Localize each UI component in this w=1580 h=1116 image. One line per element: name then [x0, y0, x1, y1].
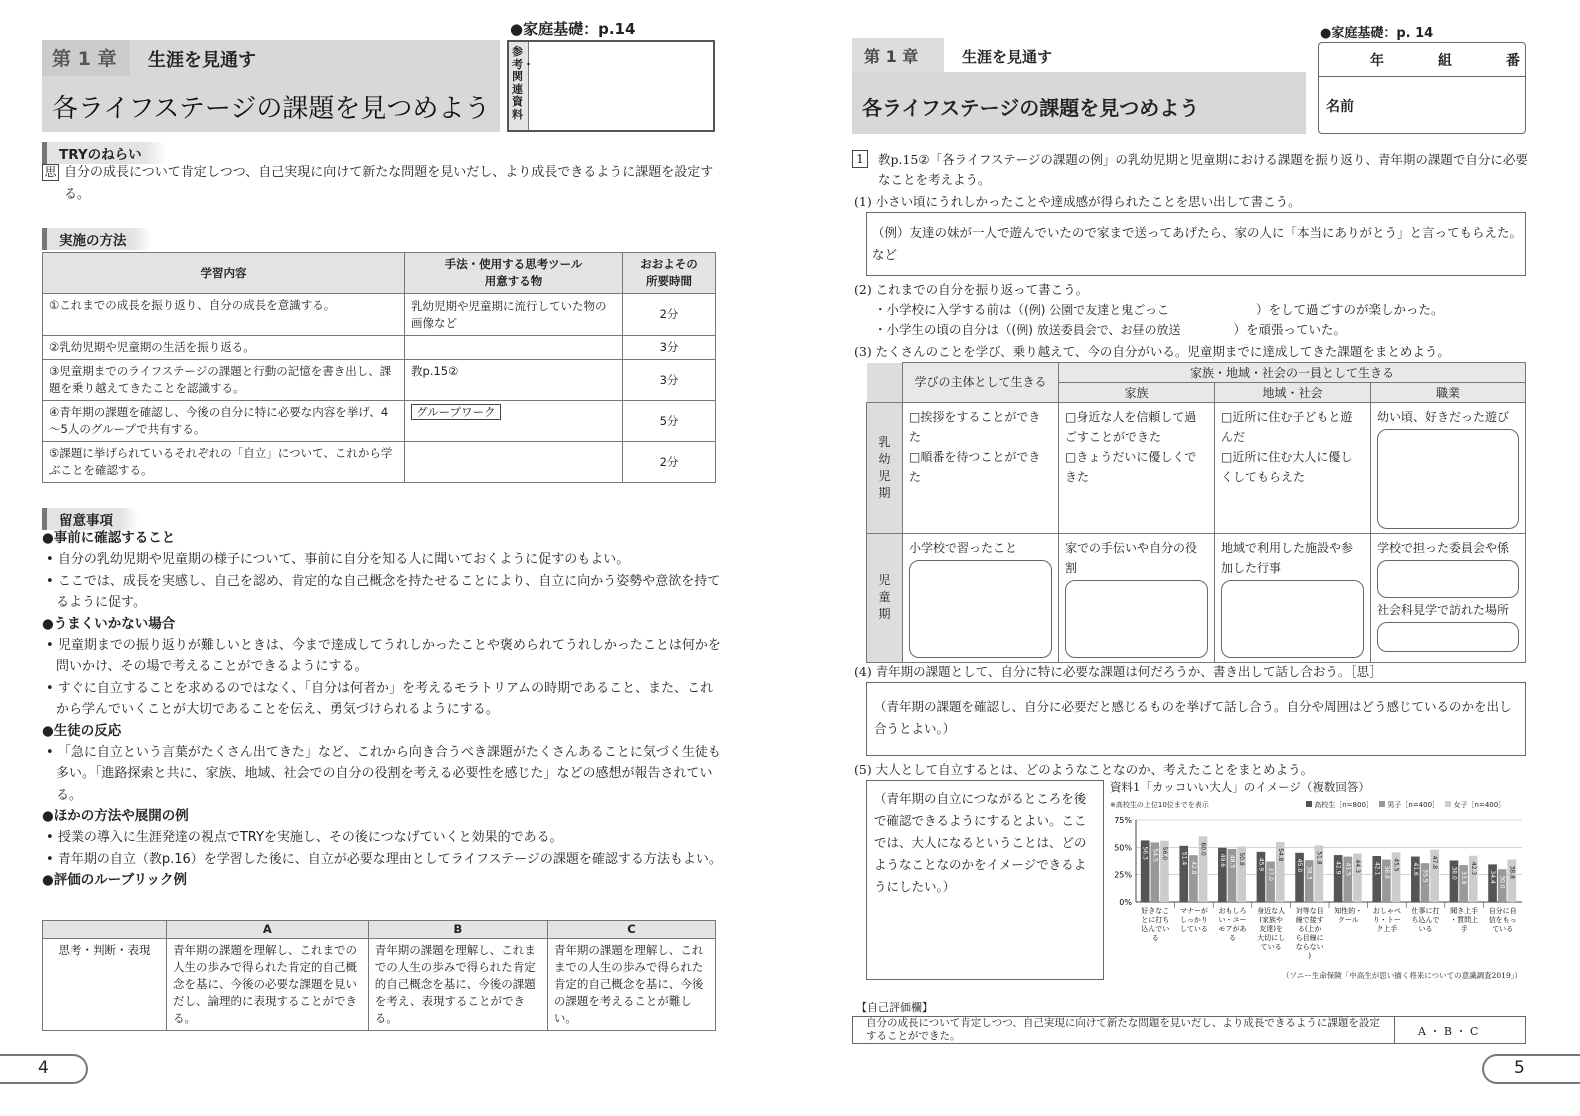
note-subhead: ●生徒の反応	[42, 722, 122, 739]
question-intro: 教p.15②「各ライフステージの課題の例」の乳幼児期と児童期における課題を振り返り、青年期の課題で自分に必要なことを考えよう。	[878, 152, 1528, 187]
right-chapter-label: 第 1 章	[864, 47, 919, 66]
answer-area[interactable]	[1065, 580, 1208, 658]
rubric-row-label: 思考・判断・表現	[43, 939, 167, 1031]
x-category-label: 仕事に打	[1411, 907, 1440, 915]
x-category-label: いる	[1418, 925, 1433, 933]
x-category-label: 知性的・	[1334, 907, 1363, 915]
x-category-label: クール	[1337, 916, 1359, 924]
try-text: 自分の成長について肯定しつつ、自己実現に向けて新たな問題を見いだし、より成長できるように課題を設定する。	[64, 165, 714, 202]
x-category-label: り・トー	[1372, 916, 1401, 924]
y-tick-label: 75%	[1114, 816, 1132, 825]
self-eval-text: 自分の成長について肯定しつつ、自己実現に向けて新たな問題を見いだし、より成長できるように課題を設定することができた。	[866, 1017, 1380, 1042]
bar-value-label: 33.8	[1460, 871, 1468, 885]
table-row: ②乳幼児期や児童期の生活を振り返る。 3分	[43, 336, 716, 360]
note-item: • 児童期までの振り返りが難しいときは、今まで達成してうれしかったことや褒められてうれしかったことは何かを問いかけ、その場で考えることができるようにする。	[46, 637, 721, 674]
bar-value-label: 38.8	[1508, 865, 1516, 879]
answer-area[interactable]	[1377, 429, 1519, 529]
method-col-time: おおよその 所要時間	[623, 253, 716, 294]
bar-value-label: 51.8	[1315, 851, 1323, 865]
bar-value-label: 41.6	[1411, 862, 1419, 876]
grid-head-member: 家族・地域・社会の一員として生きる	[1059, 363, 1526, 383]
x-category-label: る	[1151, 934, 1159, 942]
x-category-label: モアがあ	[1218, 925, 1247, 933]
grid-row-infancy: 乳幼児期 □挨拶をすることができた □順番を待つことができた □身近な人を信頼して過ごすことができた □きょうだいに優しくできた □近所に住む子どもと遊んだ □近所に住む大人に優しくしてもらえた 幼い頃、好きだった遊び	[867, 403, 1526, 534]
x-category-label: 身近な人	[1257, 907, 1286, 915]
x-category-label: しっかり	[1179, 916, 1208, 924]
x-category-label: おもしろ	[1218, 907, 1247, 915]
answer-area[interactable]	[1377, 560, 1519, 598]
chart-area	[1108, 778, 1528, 984]
bar-value-label: 60.0	[1199, 842, 1207, 856]
note-item: • 青年期の自立（教p.16）を学習した後に、自立が必要な理由としてライフステージの課題を確認する方法もよい。	[46, 851, 722, 867]
page-number-right: 5	[1514, 1058, 1525, 1078]
page-number-tab-right	[1482, 1054, 1580, 1084]
note-subhead: ●ほかの方法や展開の例	[42, 808, 189, 824]
bar-value-label: 44.3	[1353, 859, 1361, 873]
x-category-label: 友達)を	[1259, 925, 1283, 933]
legend-series-3: 女子［n=400］	[1453, 801, 1506, 809]
note-subhead: ●評価のルーブリック例	[42, 872, 188, 888]
grid-row-label: 児童期	[867, 534, 903, 663]
bar-value-label: 35.5	[1421, 869, 1429, 883]
bar-value-label: 45.9	[1257, 857, 1265, 872]
x-category-label: ち込んで	[1411, 916, 1440, 924]
reference-box-label: 参考・関連資料	[512, 45, 534, 121]
y-tick-label: 25%	[1114, 870, 1132, 880]
grid-row-label: 乳幼児期	[867, 403, 903, 534]
note-item: • 「急に自立という言葉がたくさん出てきた」など、これから向き合うべき課題がたくさんあることに気づく生徒も多い。「進路探索と共に、家族、地域、社会での自分の役割を考える必要性を感じた」などの感想が報告されている。	[46, 744, 721, 803]
chart-legend	[1306, 800, 1505, 810]
nen-label: 年	[1370, 53, 1384, 69]
x-category-label: 手	[1460, 925, 1468, 933]
self-eval-grade[interactable]: A ・ B ・ C	[1418, 1025, 1479, 1038]
bar-value-label: 41.5	[1344, 862, 1352, 876]
left-chapter-label: 第 1 章	[52, 48, 117, 70]
left-main-title: 各ライフステージの課題を見つめよう	[52, 94, 491, 124]
page-number-left: 4	[38, 1058, 49, 1078]
bar-value-label: 38.0	[1450, 866, 1458, 880]
reference-box	[507, 40, 715, 132]
y-tick-label: 50%	[1114, 843, 1132, 853]
question-number: 1	[852, 150, 868, 168]
tasks-grid	[866, 362, 1526, 663]
note-item: • ここでは、成長を実感し、自己を認め、肯定的な自己概念を持たせることにより、自立に向かう姿勢や意欲を持てるように促す。	[46, 573, 721, 610]
method-col-content: 学習内容	[43, 253, 405, 294]
x-category-label: ら目線に	[1295, 934, 1324, 942]
x-category-label: る(上か	[1297, 925, 1322, 933]
bar-value-label: 56.0	[1160, 846, 1168, 861]
bar-value-label: 42.8	[1189, 861, 1197, 875]
q2-line-a: ・小学校に入学する前は（(例) 公園で友達と鬼ごっこ ）をして過ごすのが楽しかった。	[874, 302, 1444, 317]
table-row: ⑤課題に挙げられているそれぞれの「自立」について、これから学ぶことを確認する。 2分	[43, 442, 716, 483]
bar-value-label: 51.4	[1180, 851, 1188, 866]
q5-answer: （青年期の自立につながるところを後で確認できるようにするとよい。ここでは、大人になるということは、どのようなことなのかをイメージできるようにしたい。）	[874, 791, 1087, 894]
group-work-tag: グループワーク	[411, 404, 501, 420]
bar-value-label: 30.0	[1498, 875, 1506, 889]
x-category-label: 対等な目	[1295, 907, 1324, 915]
x-category-label: 聞き上手	[1450, 907, 1479, 915]
table-row: ④青年期の課題を確認し、今後の自分に特に必要な内容を挙げ、4～5人のグループで共有する。 グループワーク 5分	[43, 401, 716, 442]
x-category-label: 込んでい	[1141, 925, 1170, 933]
bar-value-label: 49.6	[1218, 853, 1226, 868]
right-ref-label: ●家庭基礎：p. 14	[1320, 26, 1434, 41]
method-table	[42, 252, 716, 483]
x-category-label: 信をもっ	[1488, 916, 1517, 924]
x-category-label: ・質問上	[1450, 916, 1479, 924]
bar-value-label: 45.0	[1296, 858, 1304, 873]
grid-head-learning: 学びの主体として生きる	[903, 363, 1059, 403]
bar-value-label: 34.4	[1489, 870, 1497, 884]
chart-title: 資料1「カッコいい大人」のイメージ（複数回答）	[1110, 780, 1370, 794]
q4-text: (4) 青年期の課題として、自分に特に必要な課題は何だろうか、書き出して話し合おう。［思］	[854, 664, 1382, 679]
x-category-label: 自分に自	[1488, 907, 1517, 915]
self-eval-heading: 【自己評価欄】	[856, 1001, 933, 1014]
answer-area[interactable]	[909, 560, 1052, 658]
x-category-label: )	[1308, 952, 1312, 960]
note-subhead: ●うまくいかない場合	[42, 615, 176, 632]
bar-value-label: 47.8	[1431, 855, 1439, 870]
q4-answer: （青年期の課題を確認し、自分に必要だと感じるものを挙げて話し合う。自分や周囲はどう感じているのかを出し合うとよい。）	[874, 699, 1512, 736]
q2-text: (2) これまでの自分を振り返って書こう。	[854, 282, 1089, 297]
bar-value-label: 42.3	[1469, 861, 1477, 876]
x-category-label: 線で接す	[1295, 916, 1324, 924]
notes-heading: 留意事項	[42, 508, 139, 530]
table-row: 思考・判断・表現 青年期の課題を理解し、これまでの人生の歩みで得られた肯定的自己概念を基に、今後の必要な課題を見いだし、論理的に表現することができる。 青年期の課題を理解し、これまでの人生の歩みで得られた肯定的自己概念を基に、今後の課題を考え、表現することができる。 青年期の課題を理解し、これまでの人生の歩みで得られた肯定的自己概念を基に、今後の課題を考えることが難しい。	[43, 939, 716, 1031]
x-category-label: る	[1229, 934, 1236, 942]
answer-area[interactable]	[1377, 622, 1519, 652]
grid-row-childhood: 児童期 小学校で習ったこと 家での手伝いや自分の役割 地域で利用した施設や参加した行事 学校で担った委員会や係 社会科見学で訪れた場所	[867, 534, 1526, 663]
legend-series-1: 高校生［n=800］	[1314, 801, 1373, 809]
note-item: • 自分の乳幼児期や児童期の様子について、事前に自分を知る人に聞いておくように促すのもよい。	[46, 552, 630, 567]
bar-value-label: 42.9	[1334, 861, 1342, 875]
bar-chart	[1108, 814, 1528, 980]
grid-head-region: 地域・社会	[1215, 383, 1371, 403]
y-tick-label: 0%	[1119, 898, 1132, 907]
q5-text: (5) 大人として自立するとは、どのようなことなのか、考えたことをまとめよう。	[854, 762, 1314, 777]
method-col-tools: 手法・使用する思考ツール 用意する物	[405, 253, 623, 294]
x-category-label: い・ユー	[1218, 916, 1247, 924]
table-row: ①これまでの成長を振り返り、自分の成長を意識する。 乳幼児期や児童期に流行していた物の画像など 2分	[43, 294, 716, 336]
try-mark: 思	[42, 164, 59, 181]
notes-body	[42, 528, 726, 891]
q1-answer: （例）友達の妹が一人で遊んでいたので家まで送ってあげたら、家の人に「本当にありがとう」と言ってもらえた。 など	[872, 225, 1523, 262]
left-ref-label: ●家庭基礎：p.14	[510, 20, 636, 38]
bar-value-label: 48.5	[1228, 854, 1236, 869]
x-category-label: ている	[1260, 943, 1282, 951]
table-row: ③児童期までのライフステージの課題と行動の記憶を書き出し、課題を乗り越えてきたことを認識する。 教p.15② 3分	[43, 360, 716, 401]
chart-subtitle: ※高校生の上位10位までを表示	[1110, 801, 1209, 809]
x-category-label: おしゃべ	[1372, 907, 1401, 915]
x-category-label: している	[1179, 925, 1208, 933]
x-category-label: ならない	[1295, 943, 1324, 951]
x-category-label: とに打ち	[1141, 916, 1170, 924]
ban-label: 番	[1506, 53, 1520, 69]
kumi-label: 組	[1438, 53, 1452, 69]
q3-text: (3) たくさんのことを学び、乗り越えて、今の自分がいる。児童期までに達成してきた課題をまとめよう。	[854, 344, 1450, 359]
name-input[interactable]	[1370, 80, 1520, 130]
bar-value-label: 54.5	[1151, 848, 1159, 862]
right-main-title: 各ライフステージの課題を見つめよう	[862, 96, 1200, 120]
chart-source: （ソニー生命保険「中高生が思い描く将来についての意識調査2019」）	[1281, 971, 1522, 980]
x-category-label: ク上手	[1376, 925, 1398, 933]
x-category-label: ている	[1492, 925, 1514, 933]
note-subhead: ●事前に確認すること	[42, 530, 176, 546]
right-chapter-title: 生涯を見通す	[962, 48, 1053, 66]
bar-value-label: 42.1	[1373, 861, 1381, 876]
q2-line-b: ・小学生の頃の自分は（(例) 放送委員会で、お昼の放送 ）を頑張っていた。	[874, 322, 1347, 337]
answer-area[interactable]	[1221, 580, 1364, 658]
x-category-label: (家族や	[1259, 916, 1283, 924]
bar-value-label: 37.0	[1267, 867, 1275, 881]
bar-value-label: 54.8	[1276, 848, 1284, 862]
name-label: 名前	[1326, 99, 1354, 115]
x-category-label: 大切にし	[1257, 934, 1286, 942]
legend-series-2: 男子［n=400］	[1387, 801, 1440, 809]
bar-value-label: 56.3	[1141, 846, 1149, 860]
left-chapter-title: 生涯を見通す	[148, 50, 256, 71]
method-heading: 実施の方法	[42, 228, 153, 250]
grid-head-work: 職業	[1371, 383, 1526, 403]
note-item: • すぐに自立することを求めるのではなく、「自分は何者か」を考えるモラトリアムの時期であること、また、これから学んでいくことが大切であることを伝え、勇気づけられるようにする。	[46, 680, 714, 717]
x-category-label: 好きなこ	[1141, 907, 1170, 915]
bar-value-label: 50.8	[1238, 852, 1246, 866]
q1-text: (1) 小さい頃にうれしかったことや達成感が得られたことを思い出して書こう。	[854, 194, 1301, 209]
try-heading: TRYのねらい	[42, 142, 168, 164]
note-item: • 授業の導入に生涯発達の視点でTRYを実施し、その後につなげていくと効果的である。	[46, 830, 563, 845]
bar-value-label: 38.3	[1305, 866, 1313, 880]
rubric-table: A B C 思考・判断・表現 青年期の課題を理解し、これまでの人生の歩みで得られた肯定的自己概念を基に、今後の必要な課題を見いだし、論理的に表現することができる。 青年期の課題を理解し、これまでの人生の歩みで得られた肯定的自己概念を基に、今後の課題を考え、表現することができる。 青年期の課題を理解し、これまでの人生の歩みで得られた肯定的自己概念を基に、今後の課題を考えることが難しい。	[42, 920, 716, 1031]
bar-value-label: 45.5	[1392, 858, 1400, 872]
bar-value-label: 38.8	[1382, 865, 1390, 879]
grid-head-family: 家族	[1059, 383, 1215, 403]
x-category-label: マナーが	[1179, 907, 1208, 915]
